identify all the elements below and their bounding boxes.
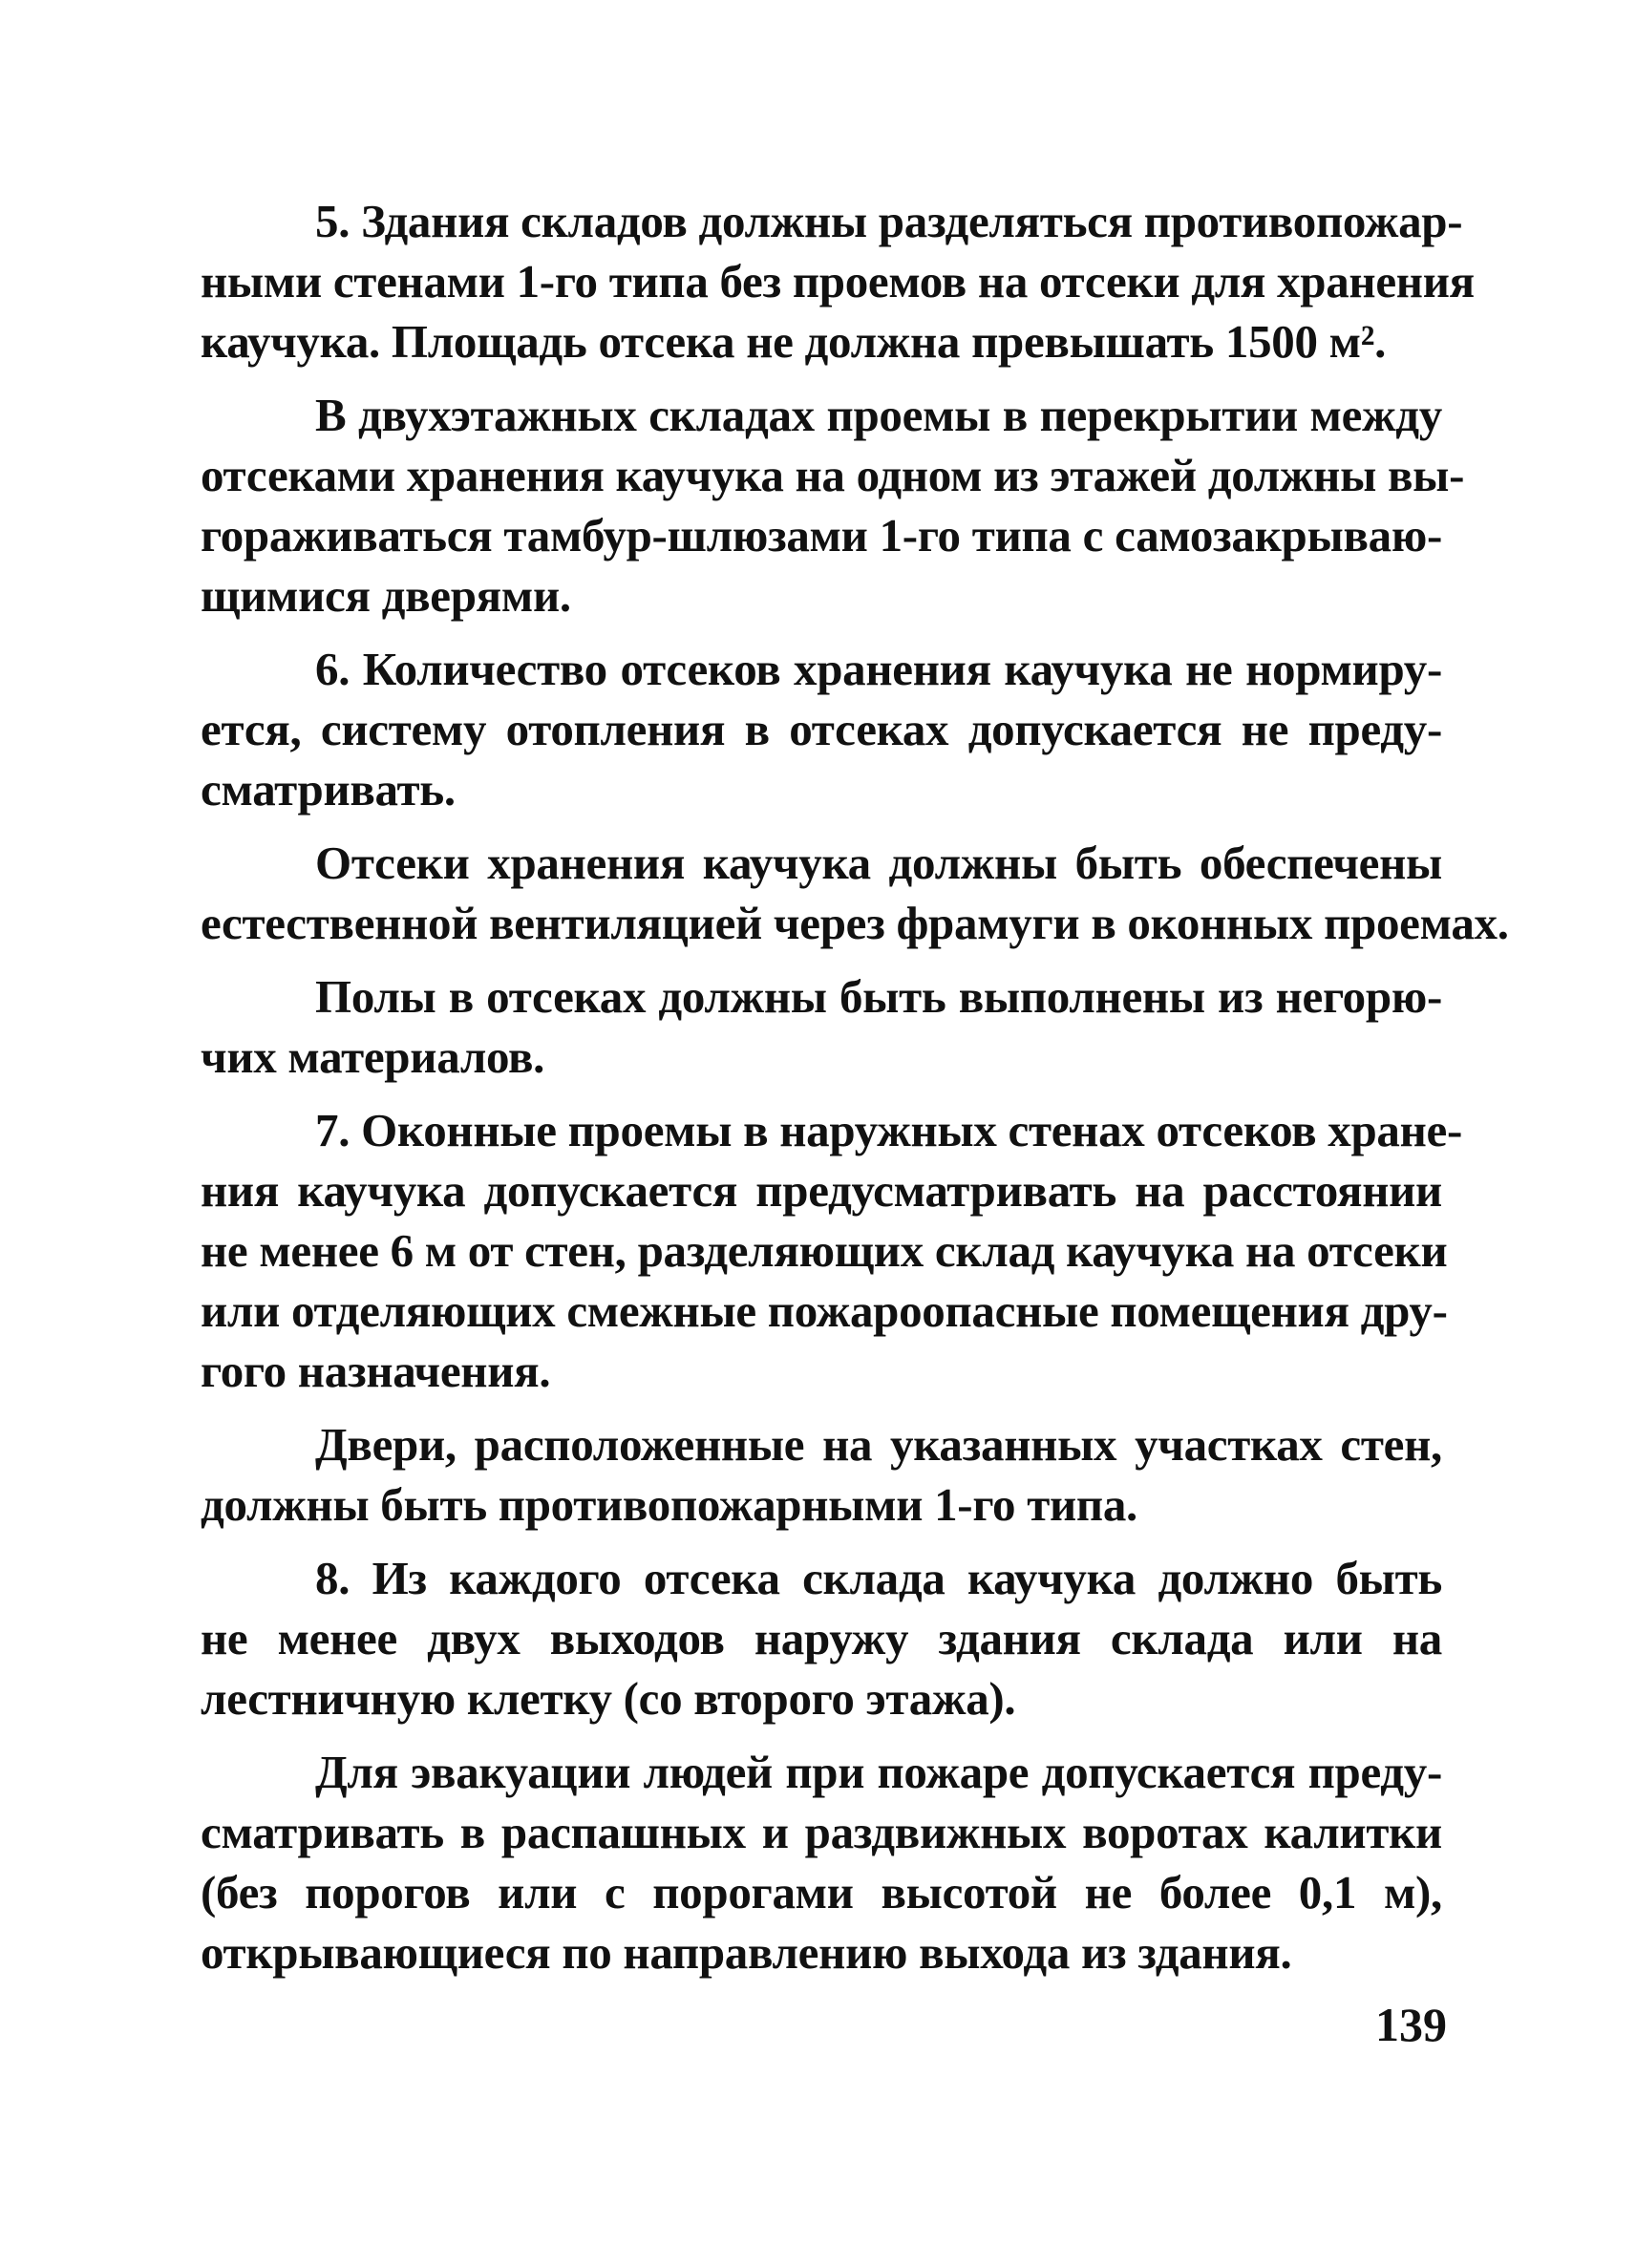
page-number: 139 [1375, 1998, 1447, 2051]
text-line: Двери, расположенные на указанных участках стен, [315, 1418, 1442, 1471]
text-line: ными стенами 1-го типа без проемов на отсеки для хранения [201, 255, 1475, 307]
text-line: гого назначения. [201, 1345, 551, 1397]
text-line: сматривать в распашных и раздвижных воротах калитки [201, 1806, 1442, 1858]
text-line: 8. Из каждого отсека склада каучука должно быть [315, 1552, 1442, 1604]
text-line: Отсеки хранения каучука должны быть обеспечены [315, 837, 1442, 889]
text-line: отсеками хранения каучука на одном из этажей должны вы- [201, 449, 1465, 501]
text-line: Для эвакуации людей при пожаре допускается преду- [315, 1746, 1442, 1798]
text-line: чих материалов. [201, 1030, 545, 1083]
text-line: или отделяющих смежные пожароопасные помещения дру- [201, 1284, 1448, 1337]
text-line: не менее двух выходов наружу здания склада или на [201, 1612, 1442, 1664]
text-line: не менее 6 м от стен, разделяющих склад каучука на отсеки [201, 1224, 1448, 1277]
text-line: должны быть противопожарными 1-го типа. [201, 1478, 1137, 1531]
text-line: гораживаться тамбур-шлюзами 1-го типа с самозакрываю- [201, 509, 1442, 562]
text-line: лестничную клетку (со второго этажа). [201, 1672, 1016, 1725]
text-line: сматривать. [201, 763, 456, 816]
text-line: каучука. Площадь отсека не должна превышать 1500 м². [201, 315, 1387, 368]
text-line: Полы в отсеках должны быть выполнены из негорю- [315, 970, 1442, 1023]
text-line: ния каучука допускается предусматривать на расстоянии [201, 1164, 1442, 1217]
text-line: (без порогов или с порогами высотой не более 0,1 м), [201, 1866, 1442, 1918]
text-line: щимися дверями. [201, 569, 571, 622]
text-line: 7. Оконные проемы в наружных стенах отсеков хране- [315, 1104, 1463, 1156]
text-line: 6. Количество отсеков хранения каучука не нормиру- [315, 643, 1442, 695]
text-line: естественной вентиляцией через фрамуги в оконных проемах. [201, 897, 1509, 949]
text-line: В двухэтажных складах проемы в перекрытии между [315, 389, 1442, 441]
text-line: ется, систему отопления в отсеках допускается не преду- [201, 703, 1442, 755]
text-line: открывающиеся по направлению выхода из здания. [201, 1926, 1292, 1979]
text-line: 5. Здания складов должны разделяться противопожар- [315, 195, 1463, 247]
